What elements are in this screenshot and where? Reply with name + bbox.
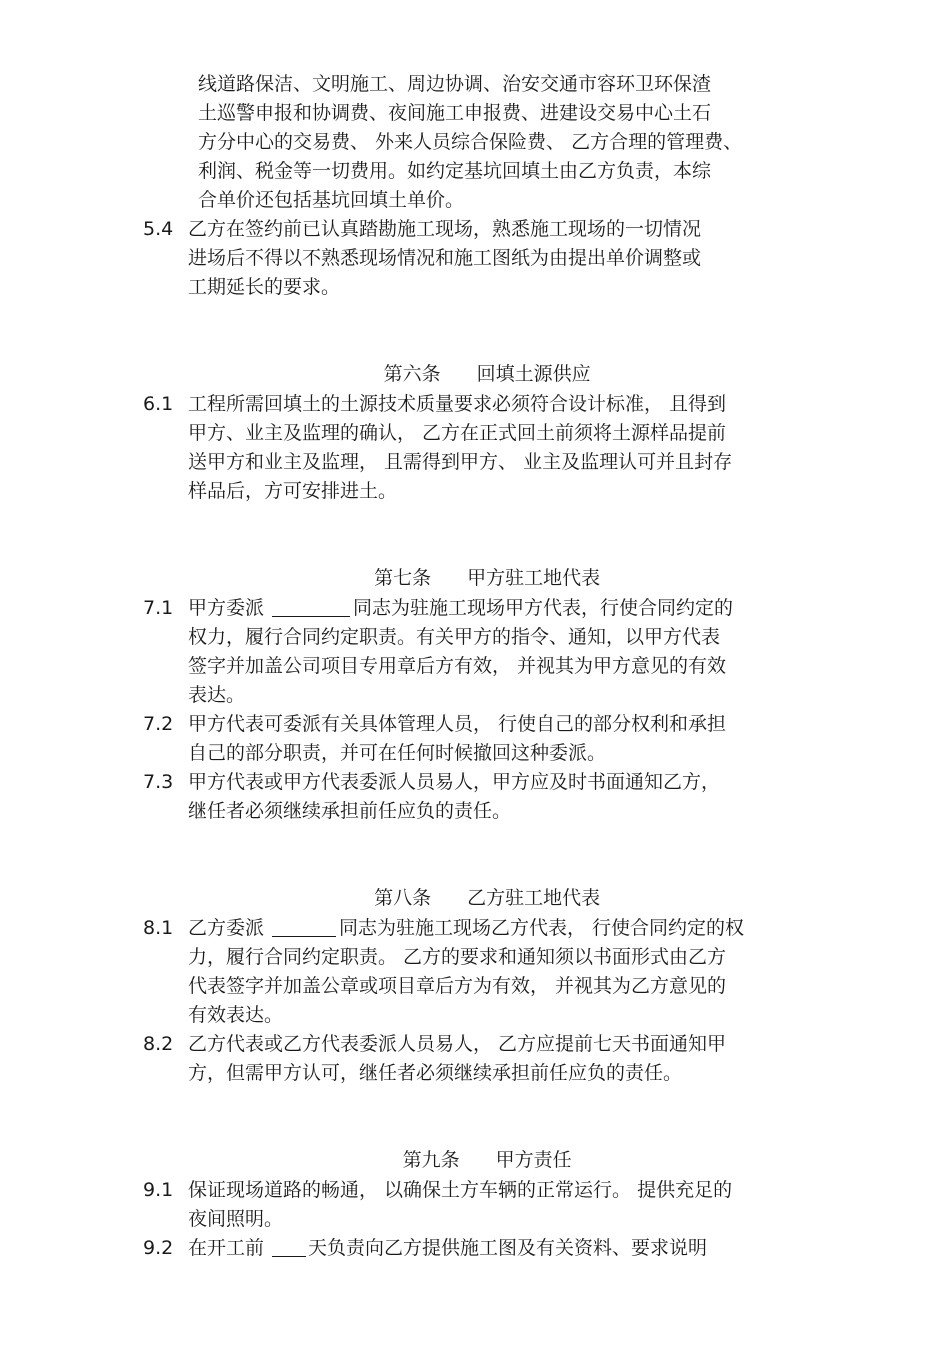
intro-line-1: 线道路保洁、文明施工、周边协调、治安交通市容环卫环保渣 [198, 73, 712, 95]
clause-number-7-2: 7.2 [143, 713, 174, 735]
clause-6-1-line-4: 样品后，方可安排进土。 [188, 480, 398, 502]
representative-name-blank[interactable] [272, 596, 350, 617]
clause-9-2-line-1 [188, 1234, 707, 1263]
article-6-title: 第六条 [383, 363, 441, 385]
clause-7-3-line-2: 继任者必须继续承担前任应负的责任。 [188, 800, 512, 822]
clause-5-4-line-2: 进场后不得以不熟悉现场情况和施工图纸为由提出单价调整或 [188, 247, 702, 269]
article-8-title: 第八条 [374, 887, 432, 909]
clause-5-4-line-1: 乙方在签约前已认真踏勘施工现场，熟悉施工现场的一切情况 [188, 218, 702, 240]
clause-9-1-line-2: 夜间照明。 [188, 1208, 284, 1230]
clause-8-2-line-1: 乙方代表或乙方代表委派人员易人， 乙方应提前七天书面通知甲 [188, 1033, 727, 1055]
clause-8-1-prefix: 乙方委派 [188, 917, 265, 939]
article-7-name: 甲方驻工地代表 [467, 567, 601, 589]
clause-6-1-line-2: 甲方、业主及监理的确认， 乙方在正式回土前须将土源样品提前 [188, 422, 727, 444]
clause-8-1-line-1 [188, 914, 744, 943]
clause-number-7-3: 7.3 [143, 771, 174, 793]
clause-7-1-line-3: 签字并加盖公司项目专用章后方有效， 并视其为甲方意见的有效 [188, 655, 727, 677]
intro-line-3: 方分中心的交易费、 外来人员综合保险费、 乙方合理的管理费、 [198, 131, 743, 153]
intro-line-2: 土巡警申报和协调费、夜间施工申报费、进建设交易中心土石 [198, 102, 712, 124]
days-before-start-blank[interactable] [272, 1236, 306, 1257]
clause-7-1-line-4: 表达。 [188, 684, 246, 706]
clause-7-2-line-2: 自己的部分职责，并可在任何时候撤回这种委派。 [188, 742, 607, 764]
clause-7-3-line-1: 甲方代表或甲方代表委派人员易人，甲方应及时书面通知乙方， [188, 771, 721, 793]
clause-number-9-2: 9.2 [143, 1237, 174, 1259]
clause-number-8-2: 8.2 [143, 1033, 174, 1055]
clause-7-1-line-2: 权力，履行合同约定职责。有关甲方的指令、通知，以甲方代表 [188, 626, 721, 648]
clause-8-1-line-3: 代表签字并加盖公章或项目章后方为有效， 并视其为乙方意见的 [188, 975, 727, 997]
contractor-representative-blank[interactable] [272, 916, 336, 937]
clause-7-2-line-1: 甲方代表可委派有关具体管理人员， 行使自己的部分权利和承担 [188, 713, 727, 735]
article-9-title: 第九条 [402, 1149, 460, 1171]
clause-8-1-suffix: 同志为驻施工现场乙方代表， 行使合同约定的权 [339, 917, 745, 939]
clause-number-6-1: 6.1 [143, 393, 174, 415]
clause-9-2-suffix: 天负责向乙方提供施工图及有关资料、要求说明 [308, 1237, 708, 1259]
clause-7-1-suffix: 同志为驻施工现场甲方代表，行使合同约定的 [353, 597, 734, 619]
clause-8-1-line-4: 有效表达。 [188, 1004, 284, 1026]
clause-6-1-line-1: 工程所需回填土的土源技术质量要求必须符合设计标准， 且得到 [188, 393, 727, 415]
intro-line-5: 合单价还包括基坑回填土单价。 [198, 189, 465, 211]
clause-number-9-1: 9.1 [143, 1179, 174, 1201]
clause-7-1-prefix: 甲方委派 [188, 597, 265, 619]
clause-8-1-line-2: 力，履行合同约定职责。 乙方的要求和通知须以书面形式由乙方 [188, 946, 727, 968]
clause-5-4-line-3: 工期延长的要求。 [188, 276, 341, 298]
article-6-name: 回填土源供应 [476, 363, 591, 385]
article-7-title: 第七条 [374, 567, 432, 589]
article-9-name: 甲方责任 [495, 1149, 572, 1171]
clause-number-8-1: 8.1 [143, 917, 174, 939]
clause-9-1-line-1: 保证现场道路的畅通， 以确保土方车辆的正常运行。 提供充足的 [188, 1179, 733, 1201]
clause-7-1-line-1 [188, 594, 733, 623]
article-8-name: 乙方驻工地代表 [467, 887, 601, 909]
clause-number-5-4: 5.4 [143, 218, 174, 240]
clause-6-1-line-3: 送甲方和业主及监理， 且需得到甲方、 业主及监理认可并且封存 [188, 451, 733, 473]
clause-8-2-line-2: 方，但需甲方认可，继任者必须继续承担前任应负的责任。 [188, 1062, 683, 1084]
intro-line-4: 利润、税金等一切费用。如约定基坑回填土由乙方负责，本综 [198, 160, 712, 182]
clause-number-7-1: 7.1 [143, 597, 174, 619]
clause-9-2-prefix: 在开工前 [188, 1237, 265, 1259]
